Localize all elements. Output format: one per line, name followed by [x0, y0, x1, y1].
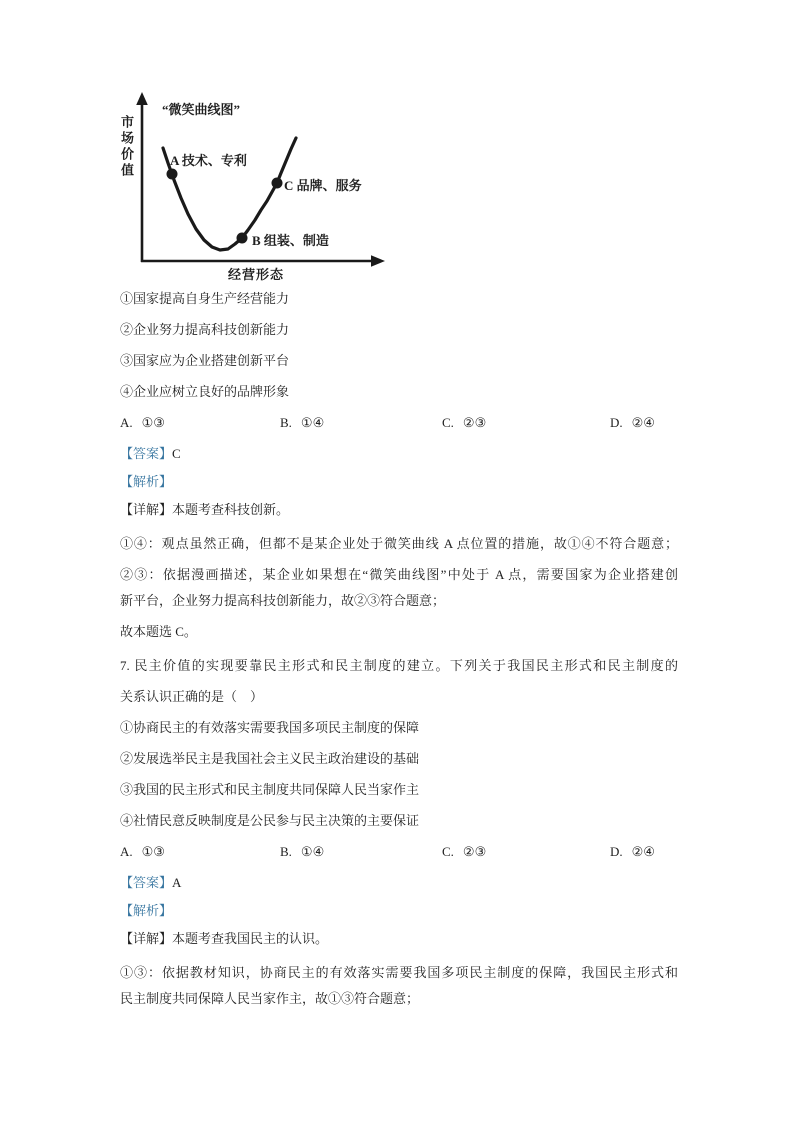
q6-detail-line-3: 新平台，企业努力提高科技创新能力，故②③符合题意；	[120, 593, 446, 608]
q7-statement-3: ③我国的民主形式和民主制度共同保障人民当家作主	[120, 782, 420, 797]
q7-detail-intro: 本题考查我国民主的认识。	[172, 931, 329, 946]
q6-detail-line-2: ②③：依据漫画描述，某企业如果想在“微笑曲线图”中处于 A 点，需要国家为企业搭建创	[120, 567, 678, 582]
q6-statement-2: ②企业努力提高科技创新能力	[120, 322, 290, 337]
q7-choice-c-value: ②③	[462, 844, 487, 859]
q6-choice-a-key: A.	[120, 415, 133, 430]
q7-detail-intro-line	[120, 926, 678, 952]
y-axis-arrow-icon	[136, 92, 148, 105]
q6-statement-4: ④企业应树立良好的品牌形象	[120, 384, 290, 399]
q6-answer-value: C	[172, 446, 181, 461]
point-a-label: A 技术、专利	[170, 153, 247, 168]
q7-stem-line-2: 关系认识正确的是（ ）	[120, 689, 264, 704]
q6-statement-1: ①国家提高自身生产经营能力	[120, 291, 290, 306]
q6-detail-line-1: ①④：观点虽然正确，但都不是某企业处于微笑曲线 A 点位置的措施，故①④不符合题意；	[120, 536, 678, 551]
point-b-label: B 组装、制造	[252, 233, 329, 248]
q6-detail-intro-line	[120, 497, 678, 523]
q7-choice-c-key: C.	[442, 844, 454, 859]
x-axis-arrow-icon	[371, 255, 385, 267]
q7-statement-2: ②发展选举民主是我国社会主义民主政治建设的基础	[120, 751, 420, 766]
q6-detail-intro: 本题考查科技创新。	[172, 502, 290, 517]
q6-choice-a-value: ①③	[141, 415, 165, 430]
point-b-dot	[237, 233, 248, 244]
q6-choices-row	[120, 410, 678, 436]
q7-choice-b-key: B.	[280, 844, 292, 859]
q6-answer-line	[120, 441, 678, 467]
q6-choice-b	[280, 410, 442, 436]
smile-curve-figure	[108, 90, 408, 295]
point-c-dot	[272, 178, 283, 189]
q6-detail-line-4: 故本题选 C。	[120, 624, 197, 639]
q7-choice-c	[442, 839, 610, 865]
q7-choice-d	[610, 839, 678, 865]
q6-detail-label: 【详解】	[120, 502, 173, 517]
q7-statement-4: ④社情民意反映制度是公民参与民主决策的主要保证	[120, 813, 420, 828]
q7-choice-a-value: ①③	[141, 844, 165, 859]
q7-detail-line-1: ①③：依据教材知识，协商民主的有效落实需要我国多项民主制度的保障，我国民主形式和	[120, 965, 678, 980]
chart-title: “微笑曲线图”	[162, 102, 241, 117]
q6-choice-d	[610, 410, 678, 436]
q7-choice-a-key: A.	[120, 844, 133, 859]
q6-choice-c-value: ②③	[462, 415, 487, 430]
q7-detail-line-2: 民主制度共同保障人民当家作主，故①③符合题意；	[120, 991, 420, 1006]
q7-choice-d-value: ②④	[631, 844, 655, 859]
q7-choice-d-key: D.	[610, 844, 623, 859]
q7-detail-label: 【详解】	[120, 931, 173, 946]
q6-choice-c	[442, 410, 610, 436]
q7-choice-a	[120, 839, 280, 865]
q7-answer-label: 【答案】	[120, 875, 173, 890]
y-axis-label: 市场价值	[119, 115, 134, 179]
point-a-dot	[167, 169, 178, 180]
q6-answer-label: 【答案】	[120, 446, 173, 461]
q7-choice-b-value: ①④	[300, 844, 325, 859]
document-body	[120, 286, 678, 1017]
q6-choice-b-value: ①④	[300, 415, 325, 430]
q6-choice-b-key: B.	[280, 415, 292, 430]
q7-analysis-label: 【解析】	[120, 903, 173, 918]
q7-answer-value: A	[172, 875, 182, 890]
q7-statement-1: ①协商民主的有效落实需要我国多项民主制度的保障	[120, 720, 420, 735]
q6-choice-c-key: C.	[442, 415, 454, 430]
q7-answer-line	[120, 870, 678, 896]
q6-statement-3: ③国家应为企业搭建创新平台	[120, 353, 290, 368]
q6-analysis-label: 【解析】	[120, 474, 173, 489]
point-c-label: C 品牌、服务	[284, 178, 362, 193]
q7-stem-line-1: 7. 民主价值的实现要靠民主形式和民主制度的建立。下列关于我国民主形式和民主制度的	[120, 658, 678, 673]
q7-choice-b	[280, 839, 442, 865]
q6-choice-a	[120, 410, 280, 436]
x-axis-label: 经营形态	[228, 267, 285, 282]
q7-choices-row	[120, 839, 678, 865]
q6-choice-d-key: D.	[610, 415, 623, 430]
q6-choice-d-value: ②④	[631, 415, 655, 430]
